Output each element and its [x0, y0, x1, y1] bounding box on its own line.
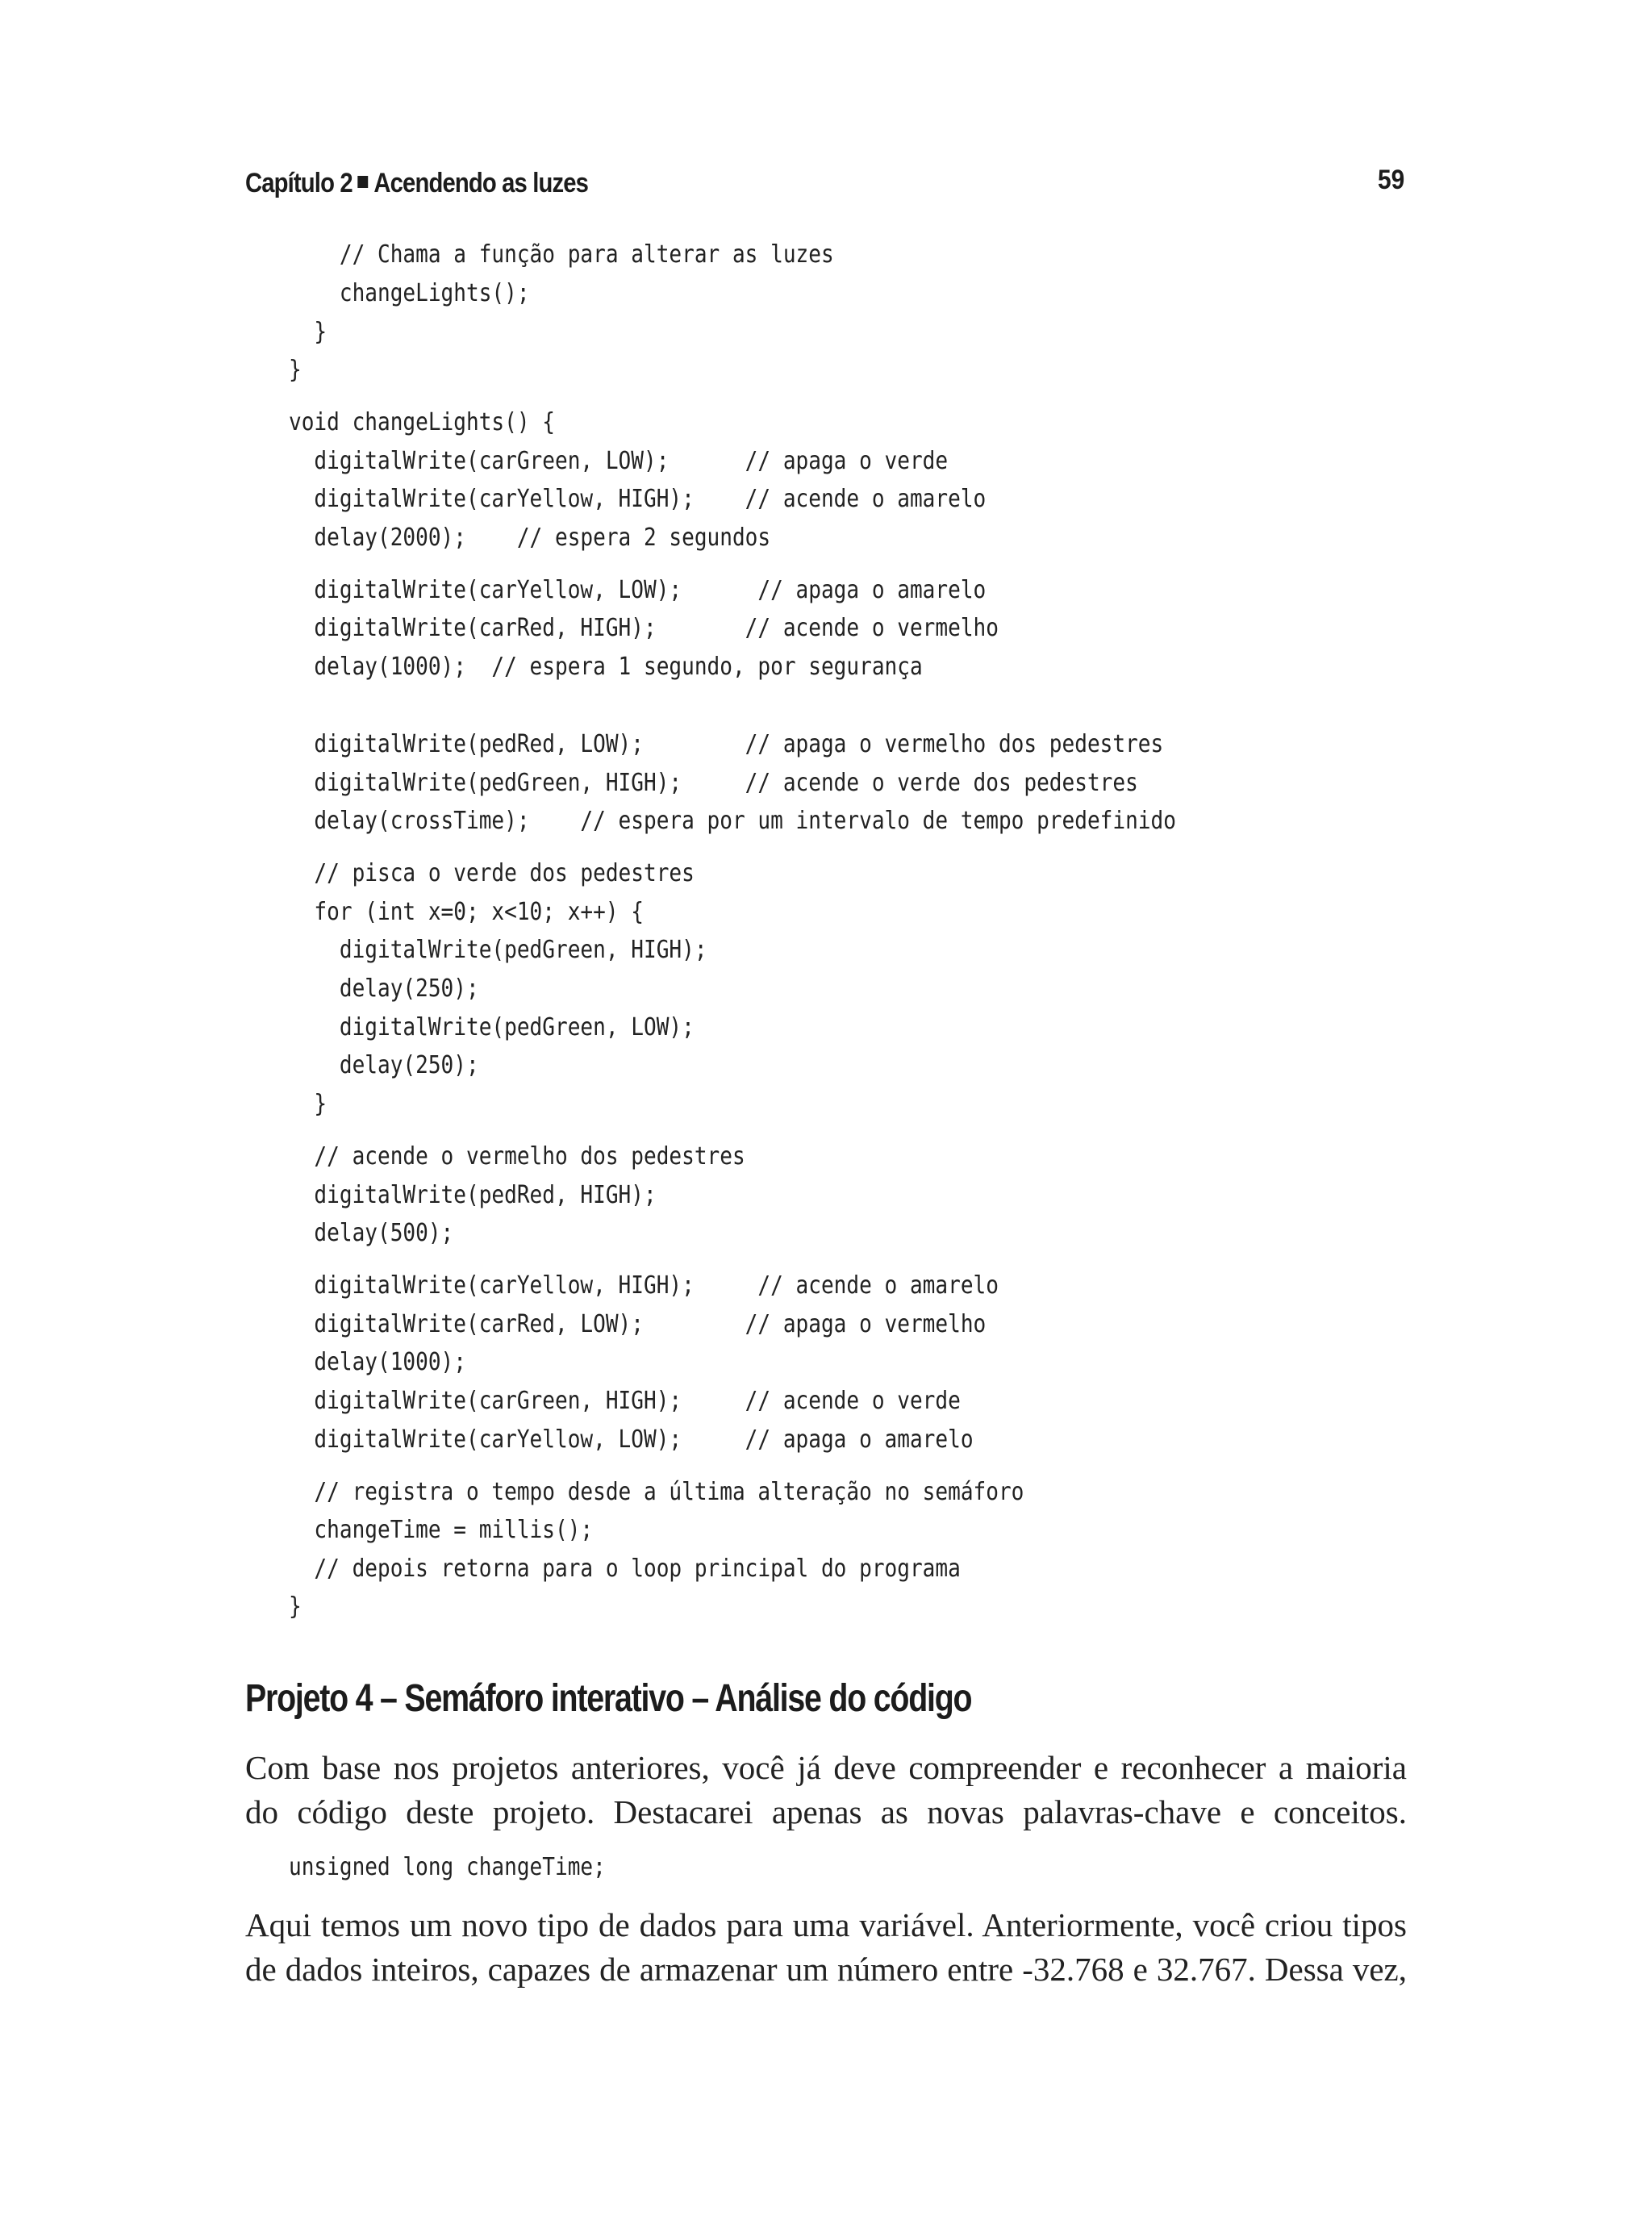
code-line: digitalWrite(carRed, LOW); // apaga o vermelho: [289, 1310, 987, 1338]
code-line: // depois retorna para o loop principal do programa: [289, 1555, 961, 1583]
code-line: // Chama a função para alterar as luzes: [289, 240, 834, 269]
code-line: delay(crossTime); // espera por um intervalo de tempo predefinido: [289, 807, 1176, 835]
code-line: // acende o vermelho dos pedestres: [289, 1142, 745, 1171]
code-line: digitalWrite(pedRed, LOW); // apaga o vermelho dos pedestres: [289, 730, 1164, 758]
code-line: digitalWrite(carGreen, LOW); // apaga o verde: [289, 447, 949, 475]
paragraph-line: de dados inteiros, capazes de armazenar um número entre -32.768 e 32.767. Dessa vez,: [245, 1951, 1407, 1988]
paragraph-line: Com base nos projetos anteriores, você já deve compreender e reconhecer a maioria: [245, 1749, 1407, 1786]
code-line: }: [289, 1090, 327, 1118]
code-line: digitalWrite(pedGreen, LOW);: [289, 1013, 695, 1041]
code-line: digitalWrite(carGreen, HIGH); // acende o verde: [289, 1387, 961, 1415]
code-line: delay(250);: [289, 975, 479, 1003]
code-line: // pisca o verde dos pedestres: [289, 859, 695, 887]
paragraph-line: do código deste projeto. Destacarei apenas as novas palavras-chave e conceitos.: [245, 1793, 1407, 1830]
code-line: digitalWrite(carYellow, LOW); // apaga o amarelo: [289, 1425, 974, 1454]
code-line: // registra o tempo desde a última alteração no semáforo: [289, 1478, 1024, 1506]
code-line: delay(1000); // espera 1 segundo, por segurança: [289, 653, 923, 681]
code-line: digitalWrite(pedGreen, HIGH);: [289, 936, 707, 964]
code-line: changeTime = millis();: [289, 1516, 594, 1544]
code-line: digitalWrite(carYellow, HIGH); // acende o amarelo: [289, 1271, 999, 1300]
chapter-title: Acendendo as luzes: [373, 168, 589, 198]
code-line: digitalWrite(pedGreen, HIGH); // acende o verde dos pedestres: [289, 769, 1138, 797]
code-line: }: [289, 318, 327, 346]
code-line: void changeLights() {: [289, 408, 555, 436]
chapter-label: Capítulo 2: [245, 168, 353, 198]
code-line: delay(2000); // espera 2 segundos: [289, 524, 771, 552]
code-line: }: [289, 356, 302, 384]
code-line: delay(250);: [289, 1051, 479, 1079]
page-number: 59: [1378, 165, 1405, 195]
body-paragraph: [245, 1746, 1407, 1834]
section-heading: Projeto 4 – Semáforo interativo – Análise do código: [245, 1677, 972, 1720]
body-paragraph: [245, 1903, 1407, 1992]
running-head: [245, 168, 588, 199]
code-line: changeLights();: [289, 279, 530, 307]
code-line: for (int x=0; x<10; x++) {: [289, 898, 644, 926]
code-snippet: unsigned long changeTime;: [289, 1853, 606, 1881]
code-line: }: [289, 1592, 302, 1621]
code-line: digitalWrite(carYellow, LOW); // apaga o amarelo: [289, 576, 987, 604]
paragraph-line: Aqui temos um novo tipo de dados para uma variável. Anteriormente, você criou tipos: [245, 1906, 1407, 1943]
code-line: delay(1000);: [289, 1348, 467, 1376]
code-line: digitalWrite(carRed, HIGH); // acende o vermelho: [289, 614, 999, 642]
code-line: digitalWrite(carYellow, HIGH); // acende o amarelo: [289, 485, 987, 513]
code-line: digitalWrite(pedRed, HIGH);: [289, 1181, 657, 1209]
code-line: delay(500);: [289, 1219, 454, 1247]
square-separator-icon: [358, 176, 369, 188]
